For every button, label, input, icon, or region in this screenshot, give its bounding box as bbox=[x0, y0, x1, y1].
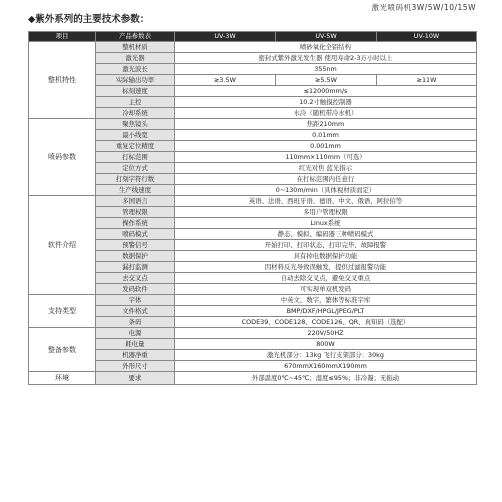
table-row bbox=[29, 328, 477, 339]
section-label: 整备参数 bbox=[29, 328, 96, 372]
param-name: 打刻字符行数 bbox=[96, 174, 175, 185]
param-value: 110mm×110mm（可选） bbox=[175, 152, 477, 163]
header-uv5w: UV-5W bbox=[276, 32, 377, 42]
header-params: 产品参数表 bbox=[96, 32, 175, 42]
table-row bbox=[29, 64, 477, 75]
param-value: BMP/DXF/HPGL/JPEG/PLT bbox=[175, 306, 477, 317]
param-value: CODE39、CODE128、CODE126、QR、真知码（选配） bbox=[175, 317, 477, 328]
param-value: 中英文，数字，繁体等标准字库 bbox=[175, 295, 477, 306]
section-label: 软件介绍 bbox=[29, 196, 96, 295]
spec-table bbox=[28, 31, 477, 385]
table-row bbox=[29, 229, 477, 240]
param-name: 主控 bbox=[96, 97, 175, 108]
table-row bbox=[29, 262, 477, 273]
param-value: 开始打印、打印状态、打印完毕、故障报警 bbox=[175, 240, 477, 251]
param-name: 定位方式 bbox=[96, 163, 175, 174]
param-value: 在打标范围内任意行 bbox=[175, 174, 477, 185]
param-name: 管理权限 bbox=[96, 207, 175, 218]
param-value: 静态、模拟、编码器三种喷码模式 bbox=[175, 229, 477, 240]
param-value: 220V/50HZ bbox=[175, 328, 477, 339]
table-row bbox=[29, 42, 477, 53]
param-name: 操作系统 bbox=[96, 218, 175, 229]
table-row bbox=[29, 185, 477, 196]
table-row bbox=[29, 97, 477, 108]
header-item: 项目 bbox=[29, 32, 96, 42]
param-value: 激光机部分：13kg 飞行支架部分：30kg bbox=[175, 350, 477, 361]
table-row bbox=[29, 75, 477, 86]
param-name: 冷却系统 bbox=[96, 108, 175, 119]
section-label: 支持类型 bbox=[29, 295, 96, 328]
table-row bbox=[29, 361, 477, 372]
header-uv10w: UV-10W bbox=[377, 32, 477, 42]
param-value: ≥3.5W bbox=[175, 75, 276, 86]
table-row bbox=[29, 295, 477, 306]
param-name: 标刻速度 bbox=[96, 86, 175, 97]
param-name: 耗电量 bbox=[96, 339, 175, 350]
param-name: 机器净重 bbox=[96, 350, 175, 361]
table-row bbox=[29, 152, 477, 163]
param-name: 整机材质 bbox=[96, 42, 175, 53]
param-value: 密封式紫外激光发生器 使用寿命2-3万小时以上 bbox=[175, 53, 477, 64]
param-name: 重复定位精度 bbox=[96, 141, 175, 152]
param-name: 激光波长 bbox=[96, 64, 175, 75]
param-name: 实际输出功率 bbox=[96, 75, 175, 86]
table-row bbox=[29, 196, 477, 207]
param-name: 生产线速度 bbox=[96, 185, 175, 196]
param-name: 打标范围 bbox=[96, 152, 175, 163]
param-value: ≤12000mm/s bbox=[175, 86, 477, 97]
param-value: 红光对焦 蓝光指示 bbox=[175, 163, 477, 174]
param-value: 670mmX160mmX190mm bbox=[175, 361, 477, 372]
param-name: 多国语言 bbox=[96, 196, 175, 207]
param-value: 水冷（随机带冷水机） bbox=[175, 108, 477, 119]
section-label: 环境 bbox=[29, 372, 96, 385]
param-name: 去交叉点 bbox=[96, 273, 175, 284]
table-row bbox=[29, 240, 477, 251]
param-name: 喷码模式 bbox=[96, 229, 175, 240]
table-row bbox=[29, 317, 477, 328]
param-value: 外部温度0℃~45℃；湿度≤95%；非冷凝；无振动 bbox=[175, 372, 477, 385]
table-row bbox=[29, 207, 477, 218]
table-row bbox=[29, 273, 477, 284]
table-row bbox=[29, 306, 477, 317]
table-row bbox=[29, 53, 477, 64]
param-name: 电源 bbox=[96, 328, 175, 339]
param-name: 预警信号 bbox=[96, 240, 175, 251]
param-name: 字体 bbox=[96, 295, 175, 306]
table-row bbox=[29, 339, 477, 350]
table-row bbox=[29, 251, 477, 262]
table-row bbox=[29, 174, 477, 185]
table-row bbox=[29, 119, 477, 130]
param-value: 0~130m/min（具体视材质而定） bbox=[175, 185, 477, 196]
table-row bbox=[29, 284, 477, 295]
param-value: ≥11W bbox=[377, 75, 477, 86]
param-value: 355nm bbox=[175, 64, 477, 75]
spec-table-header bbox=[29, 32, 477, 42]
header-uv3w: UV-3W bbox=[175, 32, 276, 42]
table-row bbox=[29, 86, 477, 97]
product-line-label: 激光喷码机3W/5W/10/15W bbox=[371, 3, 476, 12]
param-value: 10.2寸触摸控制器 bbox=[175, 97, 477, 108]
param-value: 因材料反光导致误触发，提供过滤报警功能 bbox=[175, 262, 477, 273]
param-value: 800W bbox=[175, 339, 477, 350]
param-name: 最小线宽 bbox=[96, 130, 175, 141]
param-value: 可实现单双机发码 bbox=[175, 284, 477, 295]
table-row bbox=[29, 372, 477, 385]
param-name: 漏打监测 bbox=[96, 262, 175, 273]
table-row bbox=[29, 163, 477, 174]
table-row bbox=[29, 108, 477, 119]
section-label: 喷码参数 bbox=[29, 119, 96, 196]
param-name: 条码 bbox=[96, 317, 175, 328]
param-value: 多用户管理权限 bbox=[175, 207, 477, 218]
param-value: ≥5.5W bbox=[276, 75, 377, 86]
spec-table-body bbox=[29, 42, 477, 385]
table-row bbox=[29, 141, 477, 152]
page-heading: ◆紫外系列的主要技术参数： bbox=[28, 14, 150, 25]
param-value: 0.01mm bbox=[175, 130, 477, 141]
table-row bbox=[29, 130, 477, 141]
table-row bbox=[29, 218, 477, 229]
param-name: 数据保护 bbox=[96, 251, 175, 262]
param-value: 自动去除交叉点，避免交叉重点 bbox=[175, 273, 477, 284]
param-value: 焦距210mm bbox=[175, 119, 477, 130]
param-value: 具有掉电数据保护功能 bbox=[175, 251, 477, 262]
param-value: 0.001mm bbox=[175, 141, 477, 152]
table-row bbox=[29, 350, 477, 361]
section-label: 整机特性 bbox=[29, 42, 96, 119]
param-name: 发码软件 bbox=[96, 284, 175, 295]
param-name: 要求 bbox=[96, 372, 175, 385]
param-value: 喷砂氧化全铝结构 bbox=[175, 42, 477, 53]
param-value: 英语、法语、西班牙语、德语、中文、俄语、阿拉伯等 bbox=[175, 196, 477, 207]
param-name: 激光器 bbox=[96, 53, 175, 64]
param-value: Linux系统 bbox=[175, 218, 477, 229]
param-name: 外形尺寸 bbox=[96, 361, 175, 372]
param-name: 聚焦镜头 bbox=[96, 119, 175, 130]
param-name: 文件格式 bbox=[96, 306, 175, 317]
